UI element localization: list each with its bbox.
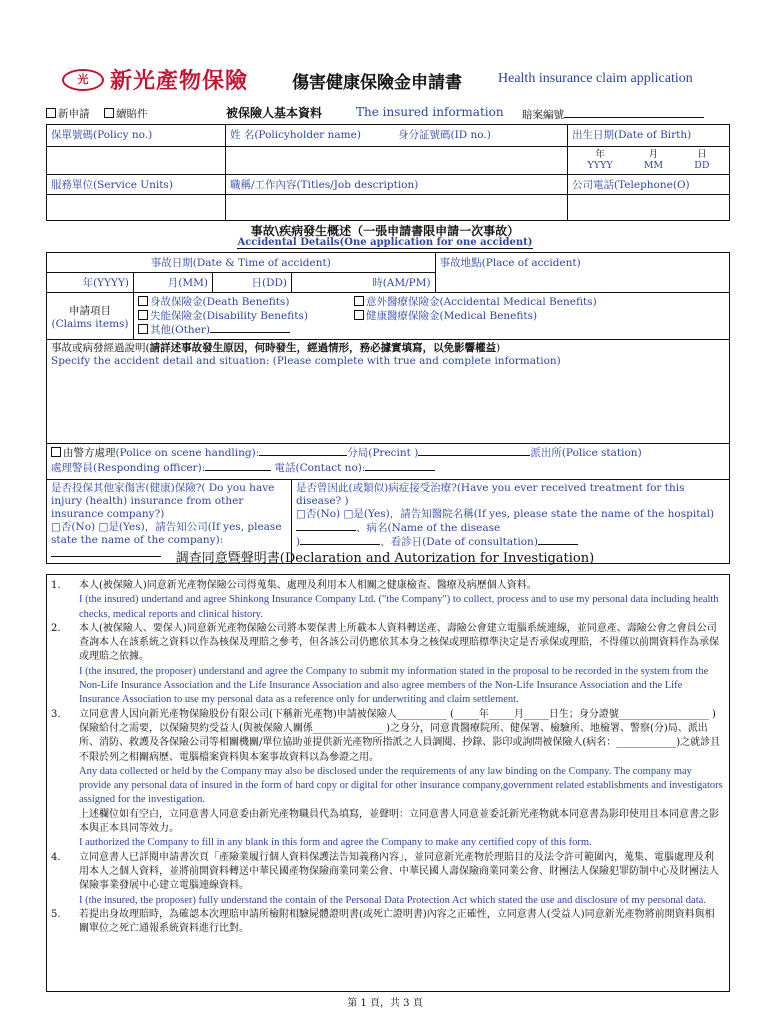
reissue-checkbox[interactable] — [104, 108, 114, 118]
office-phone-field[interactable] — [568, 195, 730, 221]
other-insurance-question[interactable]: 是否投保其他家傷害(健康)保險?( Do you have injury (health) insurance from other insurance company?) □否(No) □是(Yes)，請告知公司(If yes, please state the name of the company): — [47, 480, 292, 564]
form-title-zh: 傷害健康保險金申請書 — [292, 73, 462, 93]
accident-place-label[interactable]: 事故地點(Place of accident) — [435, 253, 729, 293]
case-number-label: 賠案編號 — [522, 107, 704, 122]
accident-day-field[interactable]: 日(DD) — [213, 273, 292, 293]
form-title-en: Health insurance claim application — [498, 71, 693, 86]
service-unit-field[interactable] — [47, 195, 226, 221]
company-logo-text: 新光產物保險 — [110, 68, 249, 94]
declaration-item-body — [79, 708, 723, 851]
new-application-option[interactable]: 新申請 — [46, 106, 90, 121]
medical-benefits-option[interactable]: 健康醫療保險金(Medical Benefits) — [354, 309, 537, 323]
job-description-label: 職稱/工作內容(Titles/Job description) — [226, 175, 568, 195]
reissue-option[interactable]: 續賠件 — [104, 106, 148, 121]
police-handling-row: 由警方處理(Police on scene handling): 分局(Precint ) 派出所(Police station) 處理警員(Responding officer): 電話(Contact no): — [47, 444, 730, 480]
accident-hour-field[interactable]: 時(AM/PM) — [292, 273, 436, 293]
declaration-item — [51, 708, 723, 851]
declaration-text-en: I (the insured, the proposer) fully understand the contain of the Personal Data Protection Act which stated the use and disclosure of my personal data. — [79, 894, 706, 906]
declaration-box — [46, 574, 730, 992]
accident-section-title-en: Accidental Details(One application for one accident) — [237, 237, 533, 248]
declaration-text-zh: 本人(被保險人)同意新光產物保險公司得蒐集、處理及利用本人相關之健康檢查、醫療及病歷個人資料。 — [79, 580, 537, 591]
declaration-item — [51, 908, 723, 937]
prior-treatment-question[interactable]: 是否曾因此(或類似)病症接受治療?(Have you ever received treatment for this disease? ) □否(No) □是(Yes)，請告知醫院名稱(If yes, please state the name of the hospital)、病名(Name of the disease ) 、看診日(Date of consultation) — [292, 480, 730, 564]
service-unit-label: 服務單位(Service Units) — [47, 175, 226, 195]
insured-info-table — [46, 124, 730, 221]
declaration-text-zh: 本人(被保險人、要保人)同意新光產物保險公司將本要保書上所載本人資料轉送產、壽險公會建立電腦系統連線，並同意產、壽險公會之會員公司查詢本人在該系統之資料以作為核保及理賠之參考，但各該公司仍應依其本身之核保或理賠標準決定是否承保或理賠，不得僅以前開資料作為承保或理賠之依據。 — [79, 622, 719, 663]
declaration-item-number: 1. — [51, 580, 61, 591]
other-benefits-option[interactable]: 其他(Other) — [138, 323, 725, 337]
accidental-medical-option[interactable]: 意外醫療保險金(Accidental Medical Benefits) — [354, 295, 597, 309]
case-number-field[interactable] — [564, 107, 704, 118]
disability-benefits-option[interactable]: 失能保險金(Disability Benefits) — [138, 309, 354, 323]
new-application-checkbox[interactable] — [46, 108, 56, 118]
declaration-item-body — [79, 579, 723, 622]
death-benefits-option[interactable]: 身故保險金(Death Benefits) — [138, 295, 354, 309]
declaration-text-en: Any data collected or held by the Company may also be disclosed under the requirements of any law binding on the Company. The company may provide any personal data of insured in the form of hard copy or digital for other insurance company,government related establishments and investigators assigned for the investigation. — [79, 765, 723, 806]
policy-no-field[interactable] — [47, 147, 226, 175]
insured-section-title-zh: 被保險人基本資料 — [226, 106, 323, 120]
declaration-item-number: 3. — [51, 708, 61, 720]
accident-date-label: 事故日期(Date & Time of accident) — [47, 253, 436, 273]
police-handling-checkbox[interactable] — [51, 447, 61, 457]
policy-no-label: 保單號碼(Policy no.) — [47, 125, 226, 147]
declaration-item-number: 5. — [51, 908, 61, 920]
claim-items-label: 申請項目 (Claims items) — [47, 293, 134, 340]
accident-section-title-zh: 事故\疾病發生概述（一張申請書限申請一次事故） — [250, 224, 520, 238]
declaration-text-en: I authorized the Company to fill in any blank in this form and agree the Company to make any certified copy of this form. — [79, 837, 592, 849]
job-description-field[interactable] — [226, 195, 568, 221]
dob-field[interactable]: 年 YYYY 月 MM 日 DD — [568, 147, 730, 175]
accident-details-table — [46, 252, 730, 564]
header — [0, 62, 770, 98]
accident-description-field[interactable]: 事故或病發經過說明(請詳述事故發生原因，何時發生，經過情形，務必據實填寫，以免影響權益) Specify the accident detail and situation: (Please complete with true and complete information) — [47, 340, 730, 444]
declaration-text-zh: 立同意書人已詳閱申請書次頁「產險業履行個人資料保護法告知義務內容」，並同意新光產物於理賠目的及法令許可範圍內，蒐集、電腦處理及利用本人之個人資料，並將前開資料轉送中華民國產物保險商業同業公會、中華民國人壽保險商業同業公會、財團法人保險犯罪防制中心及財團法人保險事業發展中心建立電腦連線資料。 — [79, 851, 719, 892]
declaration-text-en: I (the insured, the proposer) understand and agree the Company to submit my information stated in the proposal to be recorded in the system from the Non-Life Insurance Association and the Life Insurance Association and also agree members of the Non-Life Insurance Association and the Life Insurance Association to use my personal data as a reference only for underwriting and claim settlement. — [79, 665, 709, 706]
declaration-item-body — [79, 908, 723, 937]
claim-items-options — [134, 293, 730, 340]
declaration-item-number: 2. — [51, 622, 61, 634]
accident-year-field[interactable]: 年(YYYY) — [47, 273, 134, 293]
page-number: 第 1 頁，共 3 頁 — [347, 998, 423, 1009]
office-phone-label: 公司電話(Telephone(O) — [568, 175, 730, 195]
accident-month-field[interactable]: 月(MM) — [134, 273, 213, 293]
id-number-field[interactable] — [394, 147, 568, 175]
declaration-item-body — [79, 851, 723, 908]
declaration-item-number: 4. — [51, 851, 61, 863]
insured-section-title-en: The insured information — [356, 105, 504, 119]
declaration-item — [51, 579, 723, 622]
declaration-item — [51, 851, 723, 908]
declaration-text-en: I (the insured) undertand and agree Shinkong Insurance Company Ltd. ("the Company") to collect, process and to use my personal data including health checks, medical reports and clinical history. — [79, 594, 719, 620]
declaration-text-zh: 若提出身故理賠時，為確認本次理賠申請所檢附相驗屍體證明書(或死亡證明書)內容之正確性，立同意書人(受益人)同意新光產物將前開資料與相關單位之死亡通報系統資料進行比對。 — [79, 908, 715, 935]
declaration-item — [51, 622, 723, 708]
policyholder-name-label: 姓 名(Policyholder name) — [226, 125, 395, 147]
declaration-item-body — [79, 622, 723, 708]
dob-label: 出生日期(Date of Birth) — [568, 125, 730, 147]
declaration-title: 調查同意暨聲明書(Declaration and Autorization for Investigation) — [175, 551, 595, 566]
declaration-text-zh: 上述欄位如有空白，立同意書人同意委由新光產物職員代為填寫，並聲明：立同意書人同意並委託新光產物就本同意書為影印使用且本同意書之影本與正本具同等效力。 — [79, 808, 719, 835]
declaration-text-zh: 立同意書人因向新光產物保險股份有限公司(下稱新光產物)申請被保險人__________ (_____年_____月_____日生；身分證號__________________ )保險給付之需要，以保險契約受益人(與被保險人關係______________ )之身分，同意貴醫療院所、健保署、檢驗所、地檢署、警察(分)局、派出所、消防、救護及各保險公司等相關機關/單位協助並提供新光產物所指派之人員調閱、抄錄、影印或詢問被保險人(病名：____________)之就診且不限於列之相關病歷、電腦檔案資料與本案事故資料以為參證之用。 — [79, 708, 721, 763]
declaration-items — [51, 579, 723, 936]
id-number-label: 身分証號碼(ID no.) — [394, 125, 568, 147]
company-logo-badge: 光 — [62, 69, 104, 91]
policyholder-name-field[interactable] — [226, 147, 395, 175]
